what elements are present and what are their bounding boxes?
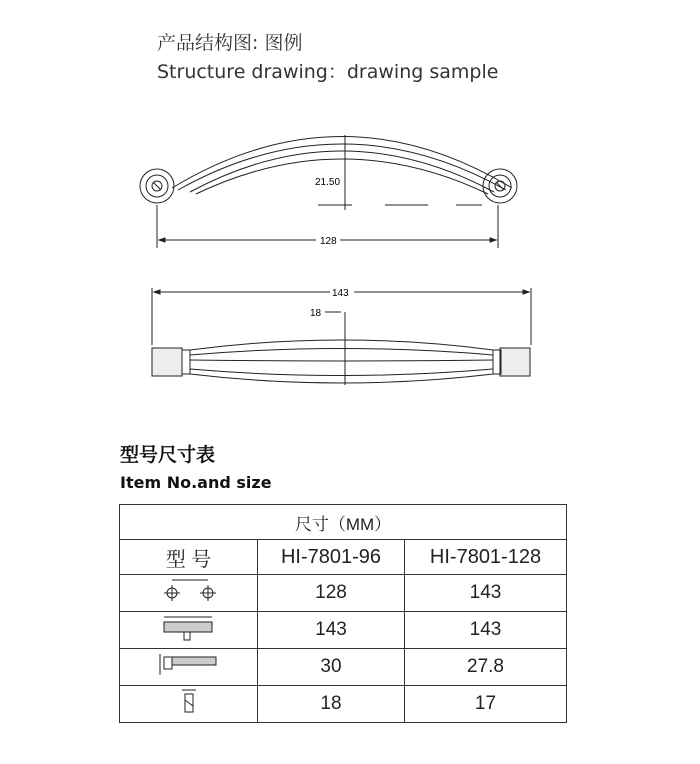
table-header-row [120,505,567,540]
cell: 27.8 [405,649,567,686]
cell: 143 [405,612,567,649]
model-1: HI-7801-96 [258,540,405,575]
cell: 143 [405,575,567,612]
cell: 18 [258,686,405,723]
width-icon [120,686,258,723]
size-table [119,504,567,723]
section-title-chinese: 型号尺寸表 [120,444,216,466]
dim-width-label: 128 [320,236,337,247]
model-row [120,540,567,575]
top-view-drawing [140,135,517,248]
model-label: 型 号 [120,540,258,575]
model-2: HI-7801-128 [405,540,567,575]
table-row [120,612,567,649]
dim-thickness-label: 18 [310,308,322,319]
table-row [120,575,567,612]
table-row [120,686,567,723]
cell: 128 [258,575,405,612]
unit-header: 尺寸（MM） [120,505,567,540]
overall-length-icon [120,612,258,649]
table-row [120,649,567,686]
section-title-english: Item No.and size [120,473,272,492]
dim-height-label: 21.50 [315,177,341,188]
cell: 17 [405,686,567,723]
side-view-drawing [152,288,531,385]
cell: 143 [258,612,405,649]
title-chinese: 产品结构图: 图例 [157,32,303,54]
cell: 30 [258,649,405,686]
height-icon [120,649,258,686]
title-english: Structure drawing：drawing sample [157,61,499,83]
hole-spacing-icon [120,575,258,612]
dim-length-label: 143 [332,288,349,299]
